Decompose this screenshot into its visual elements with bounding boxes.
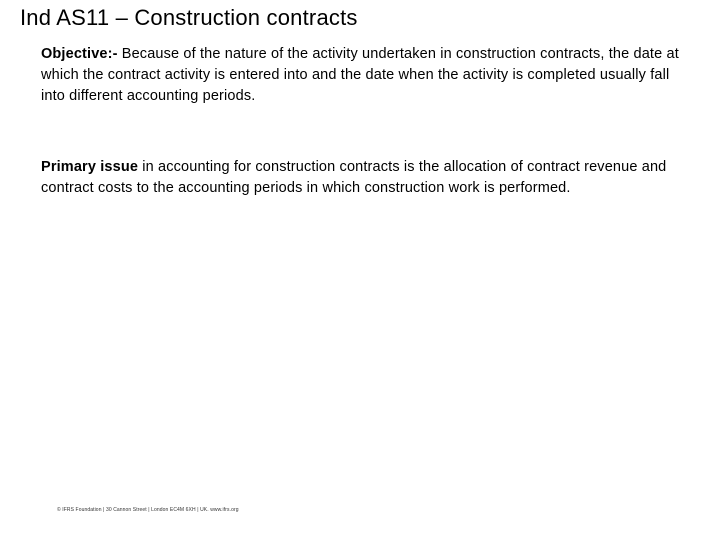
slide-title: Ind AS11 – Construction contracts bbox=[20, 5, 358, 30]
footer-copyright: © IFRS Foundation | 30 Cannon Street | London EC4M 6XH | UK. www.ifrs.org bbox=[57, 507, 239, 513]
primary-issue-paragraph bbox=[41, 157, 691, 199]
objective-paragraph bbox=[41, 44, 691, 107]
primary-issue-text: in accounting for construction contracts is the allocation of contract revenue and contract costs to the accounting periods in which construction work is performed. bbox=[41, 159, 667, 196]
objective-term: Objective:- bbox=[41, 46, 118, 62]
primary-issue-term: Primary issue bbox=[41, 159, 139, 175]
objective-text: Because of the nature of the activity undertaken in construction contracts, the date at which the contract activity is entered into and the date when the activity is completed usually fall into different accounting periods. bbox=[41, 46, 679, 104]
